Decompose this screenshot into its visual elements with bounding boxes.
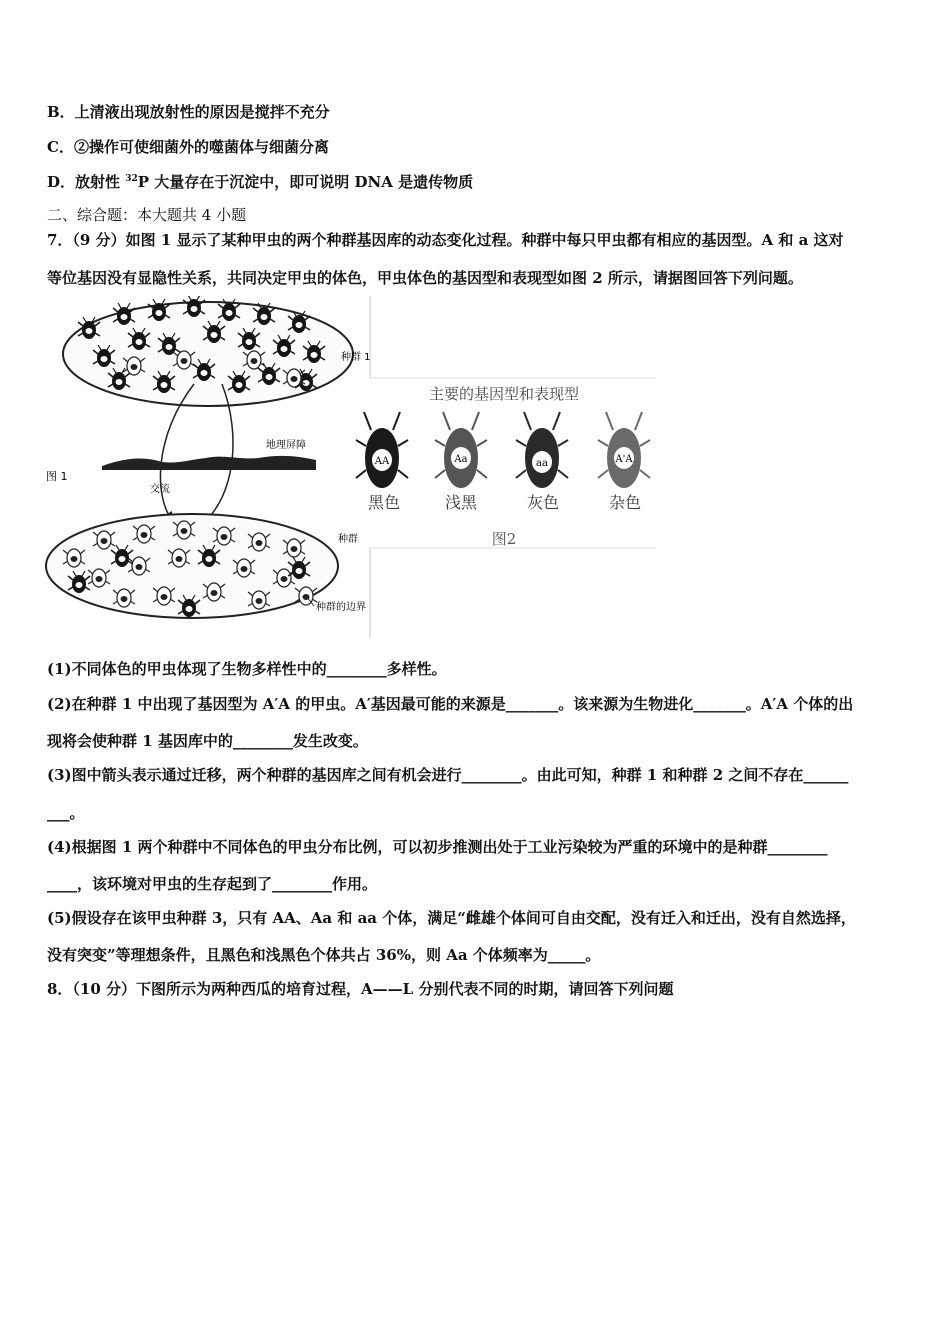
beetle-aa-dominant [356,412,408,488]
q7-sub5-line2: 没有突变”等理想条件，且黑色和浅黑色个体共占 36%，则 Aa 个体频率为_____。 [47,946,601,964]
q7-sub3-line1: (3)图中箭头表示通过迁移，两个种群的基因库之间有机会进行________。由此可知，种群 1 和种群 2 之间不存在______ [47,766,849,784]
section-heading: 二、综合题：本大题共 4 小题 [47,206,247,224]
q7-intro-line2: 等位基因没有显隐性关系，共同决定甲虫的体色，甲虫体色的基因型和表现型如图 2 所示，请据图回答下列问题。 [47,269,803,287]
option-d-superscript: 32 [125,174,138,184]
option-d [47,172,473,192]
q7-sub3-line2: ___。 [47,804,85,822]
q7-sub1: (1)不同体色的甲虫体现了生物多样性中的________多样性。 [47,660,447,678]
beetle-aa-heterozygous [435,412,487,488]
q7-sub4-line1: (4)根据图 1 两个种群中不同体色的甲虫分布比例，可以初步推测出处于工业污染较为严重的环境中的是种群________ [47,838,828,856]
beetle-aa-recessive [516,412,568,488]
figure1-label: 图 1 [46,470,68,483]
option-c: C．②操作可使细菌外的噬菌体与细菌分离 [47,138,329,156]
beetle-mutant [598,412,650,488]
geographic-barrier [102,456,316,470]
boundary-label: 种群的边界 [316,602,366,613]
phenotype-light-black: 浅黑 [444,493,478,512]
option-d-prefix: D．放射性 [47,173,126,191]
exchange-label: 交流 [150,484,170,495]
phenotype-gray: 灰色 [526,493,560,512]
population-2-label: 种群 [338,534,358,545]
figure2-caption: 图2 [491,530,517,548]
genotype-aa-recessive: aa [536,458,548,469]
genotype-aa-dominant: AA [374,456,390,467]
population-1-label: 种群 1 [341,352,371,363]
genotype-mutant: A'A [615,454,633,465]
option-b: B．上清液出现放射性的原因是搅拌不充分 [47,103,330,121]
option-d-suffix: P 大量存在于沉淀中，即可说明 DNA 是遗传物质 [137,173,474,191]
q7-sub4-line2: ____，该环境对甲虫的生存起到了________作用。 [47,875,378,893]
phenotype-mixed: 杂色 [608,493,642,512]
q7-intro-line1: 7．（9 分）如图 1 显示了某种甲虫的两个种群基因库的动态变化过程。种群中每只甲虫都有相应的基因型。A 和 a 这对 [47,231,844,249]
figure2-title: 主要的基因型和表现型 [428,385,580,403]
q7-sub2-line2: 现将会使种群 1 基因库中的________发生改变。 [47,732,368,750]
beetle-population-figure [44,296,656,638]
q7-sub2-line1: (2)在种群 1 中出现了基因型为 A′A 的甲虫。A′基因最可能的来源是_______。该来源为生物进化_______。A′A 个体的出 [47,695,854,713]
barrier-label: 地理屏障 [266,440,306,451]
q7-sub5-line1: (5)假设存在该甲虫种群 3，只有 AA、Aa 和 aa 个体，满足“雌雄个体间可自由交配，没有迁入和迁出，没有自然选择， [47,909,856,927]
genotype-aa-heterozygous: Aa [454,454,468,465]
q8-intro: 8．（10 分）下图所示为两种西瓜的培育过程，A——L 分别代表不同的时期，请回答下列问题 [47,980,674,998]
phenotype-black: 黑色 [367,493,401,512]
